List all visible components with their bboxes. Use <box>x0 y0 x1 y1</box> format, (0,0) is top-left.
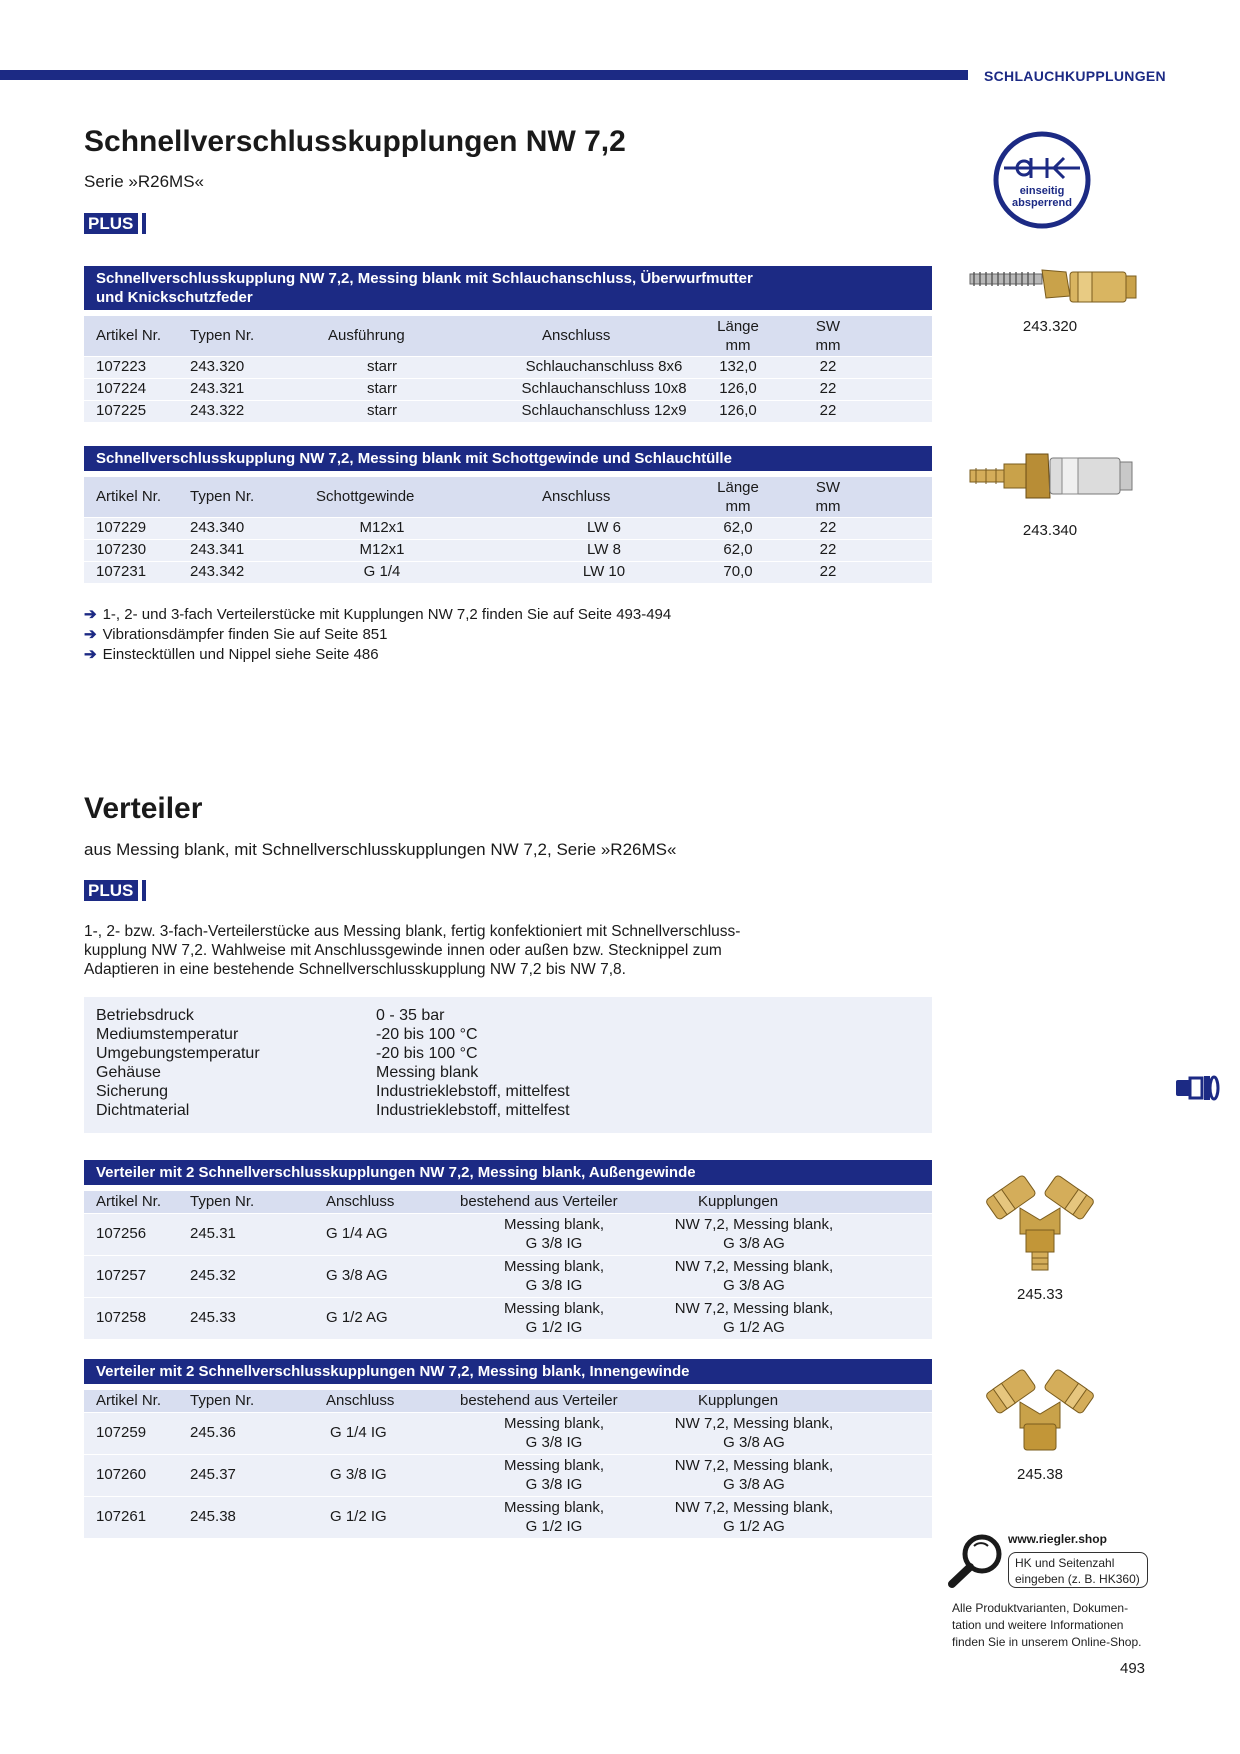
shop-search-hint: HK und Seitenzahl eingeben (z. B. HK360) <box>1008 1552 1148 1588</box>
table-row: 107260 245.37 G 3/8 IG Messing blank, G 3/8 IG NW 7,2, Messing blank, G 3/8 AG <box>84 1454 932 1496</box>
section-description: 1-, 2- bzw. 3-fach-Verteilerstücke aus Messing blank, fertig konfektioniert mit Schnellverschluss- kupplung NW 7,2. Wahlweise mit Anschlussgewinde innen oder außen bzw. Stecknippel zum Adaptieren in eine bestehende Schnellverschlusskupplung NW 7,2 bis NW 7,8. <box>84 923 741 978</box>
page-title: Schnellverschlusskupplungen NW 7,2 <box>84 125 626 158</box>
series-subtitle: Serie »R26MS« <box>84 172 205 191</box>
magnifier-icon <box>944 1532 1006 1590</box>
product-table-bulkhead-coupling <box>84 446 932 583</box>
shop-info-text: Alle Produktvarianten, Dokumen- tation und weitere Informationen finden Sie in unserem Online-Shop. <box>952 1601 1142 1649</box>
note-link[interactable]: ➔ Einstecktüllen und Nippel siehe Seite 486 <box>84 646 379 663</box>
page-number: 493 <box>1120 1660 1146 1677</box>
table-row: 107225 243.322 starr Schlauchanschluss 12x9 126,0 22 <box>84 400 932 422</box>
header-bar <box>0 70 968 80</box>
table-column-header: Artikel Nr. Typen Nr. Anschluss bestehend aus Verteiler Kupplungen <box>84 1390 932 1412</box>
product-table-hose-coupling <box>84 266 932 422</box>
product-image-24538 <box>980 1356 1100 1460</box>
shop-link[interactable]: www.riegler.shop <box>1008 1532 1107 1546</box>
table-row: 107224 243.321 starr Schlauchanschluss 10x8 126,0 22 <box>84 378 932 400</box>
table-title: Verteiler mit 2 Schnellverschlusskupplungen NW 7,2, Messing blank, Innengewinde <box>84 1359 932 1384</box>
table-column-header: Artikel Nr. Typen Nr. Anschluss bestehend aus Verteiler Kupplungen <box>84 1191 932 1213</box>
bulkhead-coupling-image <box>966 446 1146 508</box>
table-column-header: Artikel Nr. Typen Nr. Schottgewinde Anschluss Länge mm SW mm <box>84 477 932 517</box>
table-row: 107256 245.31 G 1/4 AG Messing blank, G 3/8 IG NW 7,2, Messing blank, G 3/8 AG <box>84 1213 932 1255</box>
image-caption: 245.38 <box>1017 1466 1063 1483</box>
arrow-right-icon: ➔ <box>84 606 97 623</box>
image-caption: 243.320 <box>1022 318 1078 335</box>
image-caption: 243.340 <box>1022 522 1078 539</box>
cross-reference-notes <box>84 605 671 665</box>
table-row: 107258 245.33 G 1/2 AG Messing blank, G 1/2 IG NW 7,2, Messing blank, G 1/2 AG <box>84 1297 932 1339</box>
one-way-shutoff-pictogram <box>992 130 1092 230</box>
arrow-right-icon: ➔ <box>84 626 97 643</box>
section-label: SCHLAUCHKUPPLUNGEN <box>984 68 1166 84</box>
table-title: Schnellverschlusskupplung NW 7,2, Messing blank mit Schottgewinde und Schlauchtülle <box>84 446 932 471</box>
y-distributor-female-image <box>980 1356 1100 1460</box>
plus-badge: PLUS <box>84 213 142 235</box>
hose-coupling-with-spring-image <box>966 262 1146 312</box>
section-subtitle: aus Messing blank, mit Schnellverschlusskupplungen NW 7,2, Serie »R26MS« <box>84 840 677 859</box>
technical-specs: Betriebsdruck 0 - 35 bar Mediumstemperatur -20 bis 100 °C Umgebungstemperatur -20 bis 100 °C Gehäuse Messing blank Sicherung Industrieklebstoff, mittelfest Dichtmaterial Industrieklebstoff, mittelfest <box>84 997 932 1133</box>
table-row: 107230 243.341 M12x1 LW 8 62,0 22 <box>84 539 932 561</box>
table-column-header: Artikel Nr. Typen Nr. Ausführung Anschluss Länge mm SW mm <box>84 316 932 356</box>
table-row: 107229 243.340 M12x1 LW 6 62,0 22 <box>84 517 932 539</box>
image-caption: 245.33 <box>1017 1286 1063 1303</box>
table-title: Verteiler mit 2 Schnellverschlusskupplungen NW 7,2, Messing blank, Außengewinde <box>84 1160 932 1185</box>
table-row: 107223 243.320 starr Schlauchanschluss 8x6 132,0 22 <box>84 356 932 378</box>
product-table-distributor-female <box>84 1359 932 1538</box>
product-image-243340 <box>966 446 1146 508</box>
section-title: Verteiler <box>84 792 203 825</box>
product-table-distributor-male <box>84 1160 932 1339</box>
svg-text:absperrend: absperrend <box>1012 197 1072 209</box>
note-link[interactable]: ➔ 1-, 2- und 3-fach Verteilerstücke mit Kupplungen NW 7,2 finden Sie auf Seite 493-494 <box>84 606 672 623</box>
table-row: 107259 245.36 G 1/4 IG Messing blank, G 3/8 IG NW 7,2, Messing blank, G 3/8 AG <box>84 1412 932 1454</box>
table-row: 107261 245.38 G 1/2 IG Messing blank, G 1/2 IG NW 7,2, Messing blank, G 1/2 AG <box>84 1496 932 1538</box>
arrow-right-icon: ➔ <box>84 646 97 663</box>
y-distributor-male-image <box>980 1158 1100 1278</box>
table-row: 107257 245.32 G 3/8 AG Messing blank, G 3/8 IG NW 7,2, Messing blank, G 3/8 AG <box>84 1255 932 1297</box>
coupling-symbol-icon <box>992 130 1092 230</box>
note-link[interactable]: ➔ Vibrationsdämpfer finden Sie auf Seite 851 <box>84 626 388 643</box>
product-image-243320 <box>966 262 1146 312</box>
plus-badge: PLUS <box>84 880 142 902</box>
svg-text:einseitig: einseitig <box>1019 185 1065 197</box>
table-row: 107231 243.342 G 1/4 LW 10 70,0 22 <box>84 561 932 583</box>
table-title: Schnellverschlusskupplung NW 7,2, Messing blank mit Schlauchanschluss, Überwurfmutter und Knickschutzfeder <box>84 266 932 310</box>
category-coupling-icon <box>1174 1074 1220 1102</box>
product-image-24533 <box>980 1158 1100 1278</box>
